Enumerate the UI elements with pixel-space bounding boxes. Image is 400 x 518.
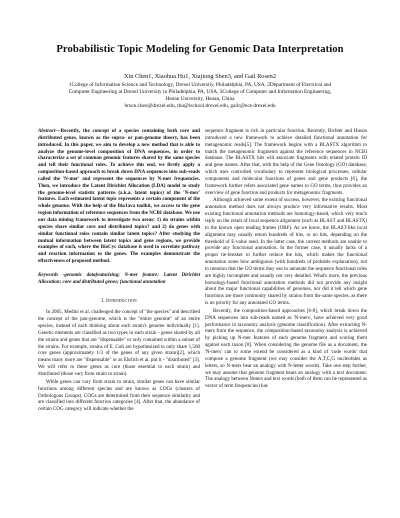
abstract-text: —Recently, the concept of a species containing both core and distributed genes, known as the supra- or pan-genome theory, has been introduced. In this paper, we aim to develop a new method that is able to analyze the genome-level composition of DNA sequences, in order to characterize a set of common genomic features shared by the same species and tell their functional roles. To achieve this end, we firstly apply a composition-based approach to break down DNA sequences into sub-reads called the 'N-mer' and represent the sequences by N-mer frequencies. Then, we introduce the Latent Dirichlet Allocation (LDA) model to study the genome-level statistic patterns (a.k.a. latent topics) of the 'N-mer' features. Each estimated latent topic represents a certain component of the whole genome. With the help of the BioJava toolkit, we access to the gene region information of reference sequences from the NCBI database. We use our data mining framework to investigate two areas: 1) do strains within species share similar core and distributed topics? and 2) do genes with similar functional roles contain similar latent topics? After studying the mutual information between latent topics and gene regions, we provide examples of each, where the BioCyc database is used to correlate pathway and reaction information to the genes. The examples demonstrate the effectiveness of proposed method. bbox=[38, 128, 200, 265]
affiliations bbox=[34, 82, 366, 110]
affiliation-line: 1College of Information Science and Technology, Drexel University, Philadelphia, PA, USA, 2Department of Electrical and bbox=[68, 82, 332, 88]
right-column bbox=[205, 128, 367, 390]
left-column bbox=[38, 128, 200, 413]
keywords: Keywords -genomic datafeaturizing; N-mer feature; Latent Dirichlet Allocation; core and distributed genes; functional annotation bbox=[38, 271, 200, 285]
paper-title: Probabilistic Topic Modeling for Genomic Data Interpretation bbox=[56, 44, 344, 55]
abstract-label: Abstract bbox=[38, 128, 56, 134]
affiliation-line: Computer Engineering at Drexel University in Philadelphia, PA, USA, 3College of Computer and Information Engineering, bbox=[68, 88, 332, 95]
body-paragraph-1: sequence fragment is rich in particular function. Recently, Richter and Huson introduced a new framework to achieve detailed functional annotation for metagenomic reads[5]. The framework begins with a BLASTX algorithm to match the metagenomic fragments against the reference sequences in NCBI database. The BLASTX hits will associate fragments with related protein ID and gene names. After that, with the help of the Gene Ontology (GO) database, which uses controlled vocabulary to represent biological processes, cellular components and molecular functions of genes and gene products [6], the framework further refers associated gene names to GO terms, thus provides an overview of gene function and products for metagenomic fragments. bbox=[205, 128, 367, 196]
affiliation-line: Henan University, Henan, China bbox=[165, 95, 235, 102]
author-emails: bruce.chen@drexel.edu, thu@ischool.drexel.edu, gailr@ece.drexel.edu bbox=[124, 102, 276, 109]
intro-paragraph-2: While genes can vary from strain to strain, similar genes can have similar functions among different species and are known as COGs (clusters of Orthologous Groups). COGs are determined from their sequence similarity and are classified into different function categories [4]. After that, the abundance of certain COG category will indicate whether the bbox=[38, 378, 200, 413]
author-list: Xin Chen1, Xiaohua Hu1, Xiajiong Shen3, and Gail Rosen2 bbox=[124, 73, 276, 80]
section-heading: I. Introduction bbox=[101, 297, 137, 304]
intro-paragraph-1: In 2005, Medini et al. challenged the concept of "the species" and described the concept of the pan-genome, which is the "entire genome" of an entire species, instead of each thinking about each strain's genome individually [1]. Genetic elements are classified as two types in each strain - genes shared by all the strains and genes that are "dispensable" or only contained within a subset of the strains. For example, strains of E. Coli are hypothesized to only share 1,560 core genes (approximately 1/3 of the genes of any given strain)[2], which means many more are "dispensable" or as Ehrlich et al. put it - "distributed" [3]. We will refer to these genes as core (those essential to each strain) and distributed (those vary from strain to strain). bbox=[38, 309, 200, 377]
abstract bbox=[38, 128, 200, 265]
body-paragraph-2: Although achieved some extent of success, however, the existing functional annotation method does not always produce very informative results. Most existing functional annotation methods are homology-based, which very much reply on the result of local sequence alignment (such as BLAST and BLASTX) to the known open reading frames (ORF). As we know, the BLAST-like local alignment may usually return hundreds of hits, or no hits, depending on the threshold of E-value used. In the latter case, the current methods are unable to provide any functional annotation. In the former case, it usually lacks of a proper tie-breaker to further reduce the hits, which makes the functional annotation some how ambiguous (with hundreds of probable explanation), not to mention that the GO terms they use to annotate the sequence functional roles are highly incomplete and usually not very detailed. What's more, the previous homology-based functional annotation methods did not provide any insight about the major functional capabilities of genomes, nor did it tell which gene functions are more commonly shared by strains from the same species, as there is no priority for any annotated GO terms. bbox=[205, 197, 367, 307]
body-paragraph-3: Recently, the composition-based approaches [6-8], which break down the DNA sequences into sub-reads named as 'N-mers', have achieved very good performance in taxonomy analysis (genome classification). After extracting N-mers from the sequence, the composition-based taxonomy analysis is achieved by picking up N-mer features of each genome fragment and scoring them against each taxon [8]. When considering the genome file as a document, the 'N-mers' can to some extend be considered as a kind of 'code words' that compose a genome fragment (we may consider the A,T,C,G nucleotides as letters, so N-mers bear an analogy with N-letter words). Take one step further, we may assume that genome fragment bears an analogy with a text document. The analogy between Nmers and text words (both of them can be represented as vector of term frequencies) has bbox=[205, 307, 367, 390]
